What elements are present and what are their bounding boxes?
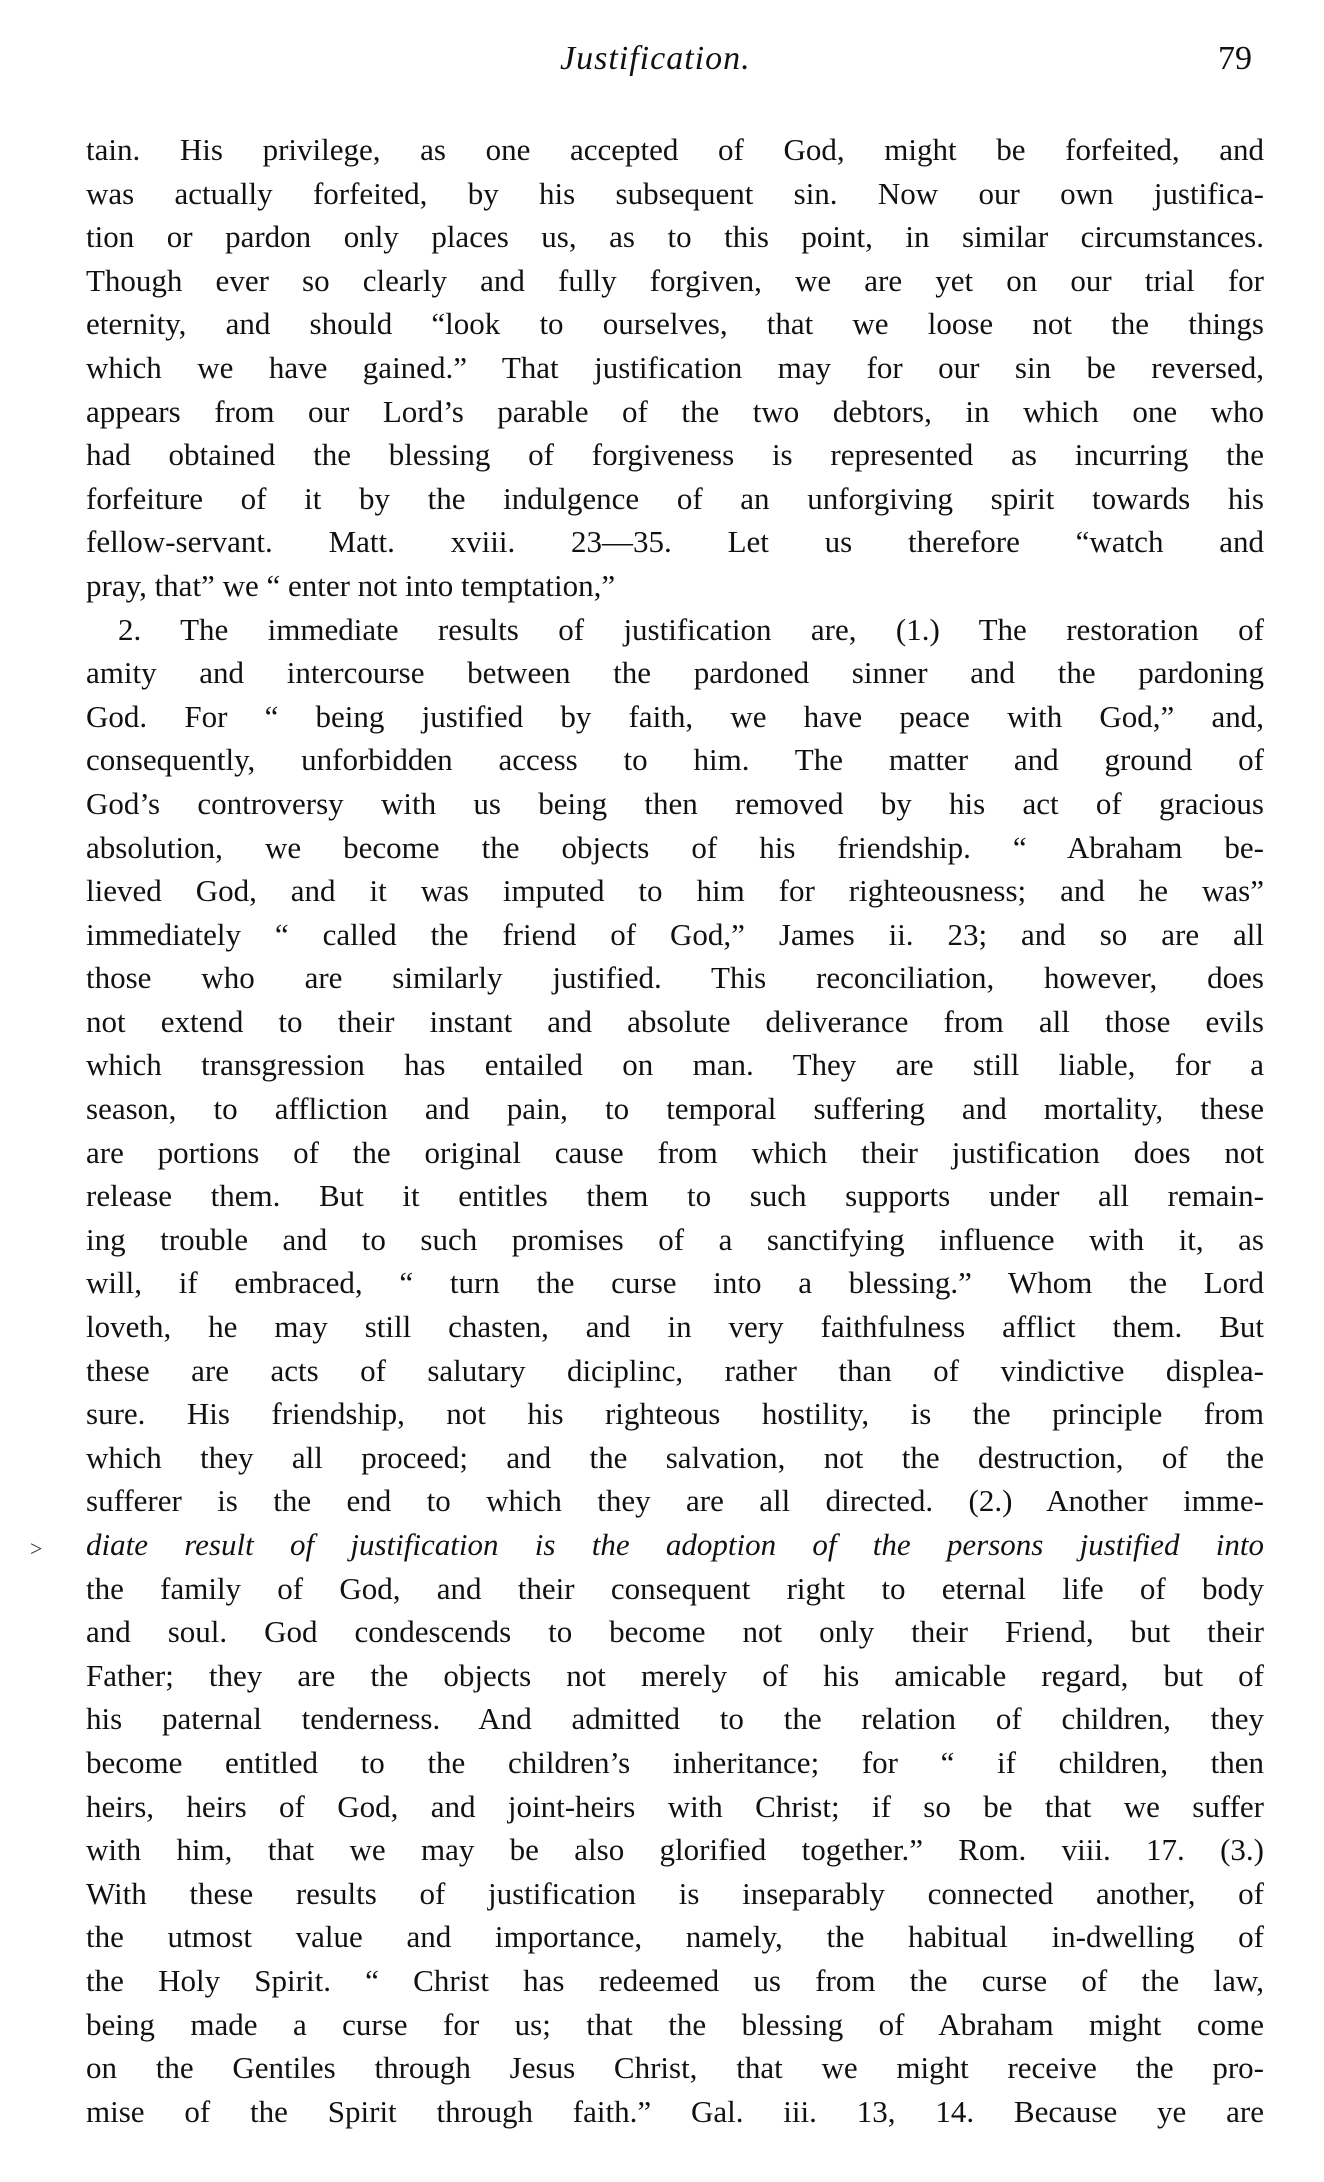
text-line: those who are similarly justified. This reconciliation, however, does [86,960,1264,996]
text-line: lieved God, and it was imputed to him for righteousness; and he was” [86,873,1264,909]
text-line: ing trouble and to such promises of a sanctifying influence with it, as [86,1221,1264,1257]
text-line: tain. His privilege, as one accepted of God, might be forfeited, and [86,132,1264,167]
text-line: pray, that” we “ enter not into temptation,” [86,567,616,603]
text-line: the Holy Spirit. “ Christ has redeemed us from the curse of the law, [86,1962,1264,1998]
text-line: not extend to their instant and absolute deliverance from all those evils [86,1003,1264,1039]
text-line: amity and intercourse between the pardoned sinner and the pardoning [86,655,1264,691]
text-line: diate result of justification is the adoption of the persons justified into [86,1527,1264,1562]
text-line: immediately “ called the friend of God,” James ii. 23; and so are all [86,916,1264,952]
text-line: God’s controversy with us being then removed by his act of gracious [86,785,1264,821]
body-text [86,128,1264,2133]
text-line: 2. The immediate results of justification are, (1.) The restoration of [118,611,1264,647]
text-line: are portions of the original cause from which their justification does not [86,1134,1264,1170]
text-line: heirs, heirs of God, and joint-heirs with Christ; if so be that we suffer [86,1788,1264,1824]
margin-mark: > [30,1536,43,1561]
text-line: which they all proceed; and the salvation, not the destruction, of the [86,1439,1264,1475]
text-line: consequently, unforbidden access to him. The matter and ground of [86,742,1264,778]
page-header [0,40,1324,90]
running-title: Justification. [560,40,751,77]
text-line: season, to affliction and pain, to temporal suffering and mortality, these [86,1091,1264,1127]
text-line: appears from our Lord’s parable of the two debtors, in which one who [86,393,1264,429]
text-line: his paternal tenderness. And admitted to the relation of children, they [86,1701,1264,1737]
text-line: become entitled to the children’s inheritance; for “ if children, then [86,1744,1264,1780]
text-line: forfeiture of it by the indulgence of an unforgiving spirit towards his [86,480,1264,516]
text-line: eternity, and should “look to ourselves, that we loose not the things [86,306,1264,342]
text-line: the family of God, and their consequent right to eternal life of body [86,1570,1264,1606]
text-line: being made a curse for us; that the blessing of Abraham might come [86,2006,1264,2042]
text-line: fellow-servant. Matt. xviii. 23—35. Let us therefore “watch and [86,524,1264,560]
text-line: will, if embraced, “ turn the curse into a blessing.” Whom the Lord [86,1265,1264,1301]
text-line: on the Gentiles through Jesus Christ, that we might receive the pro- [86,2050,1264,2086]
text-line: tion or pardon only places us, as to this point, in similar circumstances. [86,219,1264,255]
text-line: sure. His friendship, not his righteous hostility, is the principle from [86,1396,1264,1432]
text-line: with him, that we may be also glorified together.” Rom. viii. 17. (3.) [86,1832,1264,1868]
text-line: was actually forfeited, by his subsequent sin. Now our own justifica- [86,175,1264,211]
text-line: mise of the Spirit through faith.” Gal. iii. 13, 14. Because ye are [86,2093,1264,2129]
text-line: Though ever so clearly and fully forgiven, we are yet on our trial for [86,262,1264,298]
text-line: loveth, he may still chasten, and in very faithfulness afflict them. But [86,1309,1264,1345]
text-line: God. For “ being justified by faith, we have peace with God,” and, [86,698,1264,734]
text-line: and soul. God condescends to become not only their Friend, but their [86,1614,1264,1650]
text-line: absolution, we become the objects of his friendship. “ Abraham be- [86,829,1264,865]
text-line: these are acts of salutary diciplinc, rather than of vindictive displea- [86,1352,1264,1388]
text-line: release them. But it entitles them to such supports under all remain- [86,1178,1264,1214]
text-line: With these results of justification is inseparably connected another, of [86,1875,1264,1911]
text-line: which transgression has entailed on man. They are still liable, for a [86,1047,1264,1083]
text-line: which we have gained.” That justification may for our sin be reversed, [86,349,1264,385]
text-line: sufferer is the end to which they are all directed. (2.) Another imme- [86,1483,1264,1519]
text-line: had obtained the blessing of forgiveness is represented as incurring the [86,437,1264,473]
text-line: Father; they are the objects not merely of his amicable regard, but of [86,1657,1264,1693]
page-number: 79 [1218,40,1252,77]
text-line: the utmost value and importance, namely, the habitual in-dwelling of [86,1919,1264,1955]
